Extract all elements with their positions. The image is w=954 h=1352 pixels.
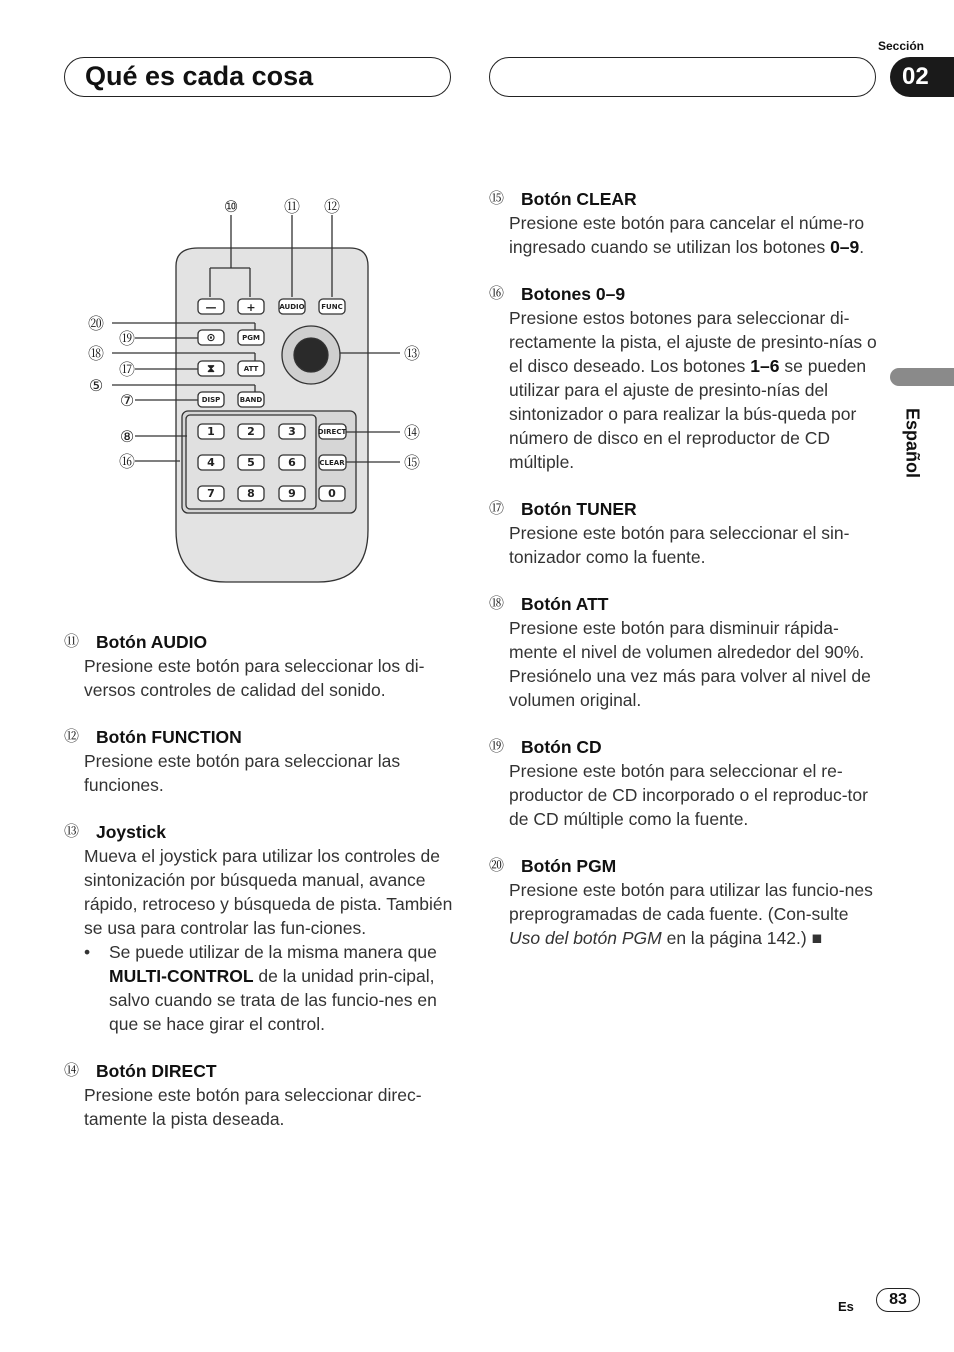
callout-12: ⑫ [323,197,341,216]
item-number: ⑰ [489,500,505,517]
item-title: Botón CLEAR [521,189,637,209]
number-key-label: 0 [328,487,336,500]
item-number: ⑮ [489,190,505,207]
item-text: Presione este botón para seleccionar direc-tamente la pista deseada. [84,1085,422,1129]
item-title: Botón FUNCTION [96,727,242,747]
number-key-label: 7 [207,487,215,500]
section-label: Sección [877,39,925,53]
item-title: Botón CD [521,737,602,757]
direct-label: DIRECT [317,428,347,436]
item-audio [64,630,456,702]
disp-label: DISP [201,396,221,404]
item-direct [64,1059,456,1131]
volume-down-label: — [205,301,217,314]
item-text: Presione este botón para seleccionar el re-productor de CD incorporado o el reproduc-tor de CD múltiple como la fuente. [509,761,868,829]
footer-language: Es [838,1299,854,1314]
callout-20: ⑳ [87,314,105,333]
number-key-label: 9 [288,487,296,500]
item-text: Mueva el joystick para utilizar los controles de sintonización por búsqueda manual, avance rápido, retroceso y búsqueda de pista. También se usa para controlar las fun-ciones. [84,846,453,938]
item-text-end: se pueden utilizar para el ajuste de presinto-nías del sintonizador o para realizar la bús-queda por número de disco en el reproductor de CD múltiple. [509,356,867,472]
clear-label: CLEAR [319,459,345,467]
callout-17: ⑰ [118,360,136,379]
callout-15: ⑮ [403,453,421,472]
item-title: Botón AUDIO [96,632,208,652]
number-key-label: 5 [247,456,255,469]
item-text: Presione este botón para cancelar el núme-ro ingresado cuando se utilizan los botones [509,213,865,257]
language-tab-marker [890,368,954,386]
cross-reference-link: Uso del botón PGM [509,928,662,948]
language-tab [900,398,924,488]
number-key-label: 3 [288,425,296,438]
func-label: FUNC [321,303,343,311]
bullet-dot: • [84,942,91,962]
item-text-bold: 1–6 [750,356,780,376]
item-title: Botón ATT [521,594,609,614]
callout-11: ⑪ [283,197,301,216]
left-column [64,630,456,1154]
item-text-end: en la página 142.) [661,928,812,948]
item-title: Joystick [96,822,167,842]
note-text-pre: Se puede utilizar de la misma manera que [109,942,437,962]
joystick-note [84,940,456,1036]
page-number: 83 [876,1288,920,1312]
callout-18: ⑱ [87,344,105,363]
note-text-post: de la unidad prin-cipal, salvo cuando se trata de las funcio-nes en que se hace girar el control. [109,966,437,1034]
note-bold: MULTI-CONTROL [109,966,254,986]
item-number-buttons [489,282,879,474]
item-text: Presione este botón para disminuir rápida-mente el nivel de volumen alrededor del 90%. Presiónelo una vez más para volver al nivel de volumen original. [509,618,871,710]
item-number: ⑯ [489,285,505,302]
callout-14: ⑭ [403,423,421,442]
callout-13: ⑬ [403,344,421,363]
item-number: ⑳ [489,857,505,874]
item-clear [489,187,879,259]
header-empty-box [489,57,876,97]
item-number: ⑬ [64,823,80,840]
item-number: ⑱ [489,595,505,612]
number-key-label: 8 [247,487,255,500]
item-number: ⑲ [489,738,505,755]
item-text: Presione este botón para seleccionar las funciones. [84,751,401,795]
language-label: Español [902,407,923,479]
callout-7: ⑦ [119,391,135,410]
item-number: ⑫ [64,728,80,745]
item-title: Botón TUNER [521,499,637,519]
section-title-box [64,57,451,97]
callout-16: ⑯ [118,452,136,471]
number-key-label: 4 [207,456,215,469]
section-number-badge: 02 [890,57,954,97]
item-pgm [489,854,879,950]
number-key-label: 6 [288,456,296,469]
right-column [489,187,879,973]
item-title: Botón DIRECT [96,1061,217,1081]
callout-10: ⑩ [223,197,239,216]
item-tuner [489,497,879,569]
end-mark-icon: ■ [811,928,823,948]
number-key-label: 1 [207,425,215,438]
item-joystick [64,820,456,1036]
pgm-label: PGM [242,334,260,342]
cd-label: ⊙ [206,331,216,344]
item-text: Presione este botón para seleccionar los di-versos controles de calidad del sonido. [84,656,425,700]
item-att [489,592,879,712]
page-title: Qué es cada cosa [85,61,314,91]
item-title: Botones 0–9 [521,284,626,304]
callout-5: ⑤ [88,376,104,395]
callout-8: ⑧ [119,427,135,446]
callout-19: ⑲ [118,329,136,348]
band-label: BAND [239,396,263,404]
item-cd [489,735,879,831]
att-label: ATT [243,365,259,373]
item-number: ⑪ [64,633,80,650]
item-text: Presione estos botones para seleccionar di-rectamente la pista, el ajuste de presinto-nías o el disco deseado. Los botones [509,308,877,376]
remote-control-diagram [80,185,440,590]
volume-up-label: + [246,301,256,314]
item-title: Botón PGM [521,856,617,876]
item-function [64,725,456,797]
number-key-label: 2 [247,425,255,438]
item-text: Presione este botón para utilizar las funcio-nes preprogramadas de cada fuente. (Con-sulte [509,880,873,924]
item-text-end: . [859,237,865,257]
item-number: ⑭ [64,1062,80,1079]
tuner-label: ⧗ [207,362,215,375]
audio-label: AUDIO [279,303,305,311]
item-text-bold: 0–9 [830,237,860,257]
item-text: Presione este botón para seleccionar el sin-tonizador como la fuente. [509,523,850,567]
joystick [294,338,328,372]
